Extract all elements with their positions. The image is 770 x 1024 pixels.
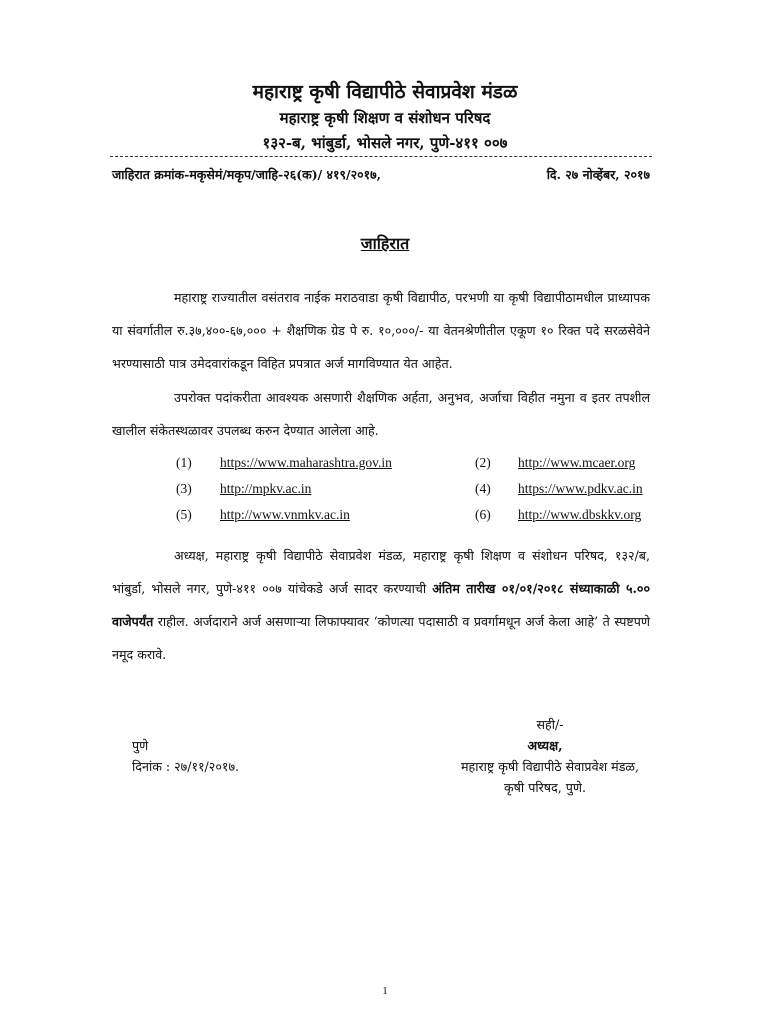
paragraph-submission	[112, 539, 650, 671]
website-link[interactable]: http://www.mcaer.org	[518, 455, 636, 470]
list-number: (6)	[475, 507, 491, 522]
list-number: (5)	[176, 507, 192, 522]
website-link[interactable]: https://www.maharashtra.gov.in	[220, 455, 392, 470]
reference-date: दि. २७ नोव्हेंबर, २०१७	[546, 167, 650, 182]
list-number: (4)	[475, 481, 491, 496]
signature-place: कृषी परिषद, पुणे.	[503, 780, 587, 795]
org-address: १३२-ब, भांबुर्डा, भोसले नगर, पुणे-४११ ००७	[262, 134, 508, 152]
paragraph-details: उपरोक्त पदांकरीता आवश्यक असणारी शैक्षणिक अर्हता, अनुभव, अर्जाचा विहीत नमुना व इतर तपशील खालील संकेतस्थळावर उपलब्ध करुन देण्यात आलेला आहे.	[112, 390, 650, 438]
website-row	[0, 481, 770, 505]
org-name: महाराष्ट्र कृषी विद्यापीठे सेवाप्रवेश मंडळ	[252, 81, 518, 103]
notice-title	[0, 232, 770, 254]
submission-text-end: राहील. अर्जदाराने अर्ज असणाऱ्या लिफाफ्यावर ‘कोणत्या पदासाठी व प्रवर्गामधून अर्ज केला आहे’ ते स्पष्टपणे नमूद करावे.	[112, 614, 650, 662]
issue-date: दिनांक : २७/११/२०१७.	[132, 759, 240, 774]
website-link[interactable]: http://mpkv.ac.in	[220, 481, 312, 496]
list-number: (3)	[176, 481, 192, 496]
list-number: (2)	[475, 455, 491, 470]
notice-title-text: जाहिरात	[360, 234, 410, 253]
signature-org: महाराष्ट्र कृषी विद्यापीठे सेवाप्रवेश मंडळ,	[460, 759, 640, 774]
signature-signed: सही/-	[536, 717, 564, 732]
website-link[interactable]: https://www.pdkv.ac.in	[518, 481, 643, 496]
website-link[interactable]: http://www.dbskkv.org	[518, 507, 642, 522]
website-link[interactable]: http://www.vnmkv.ac.in	[220, 507, 350, 522]
deadline-text: अंतिम तारीख ०१/०१/२०१८ संध्याकाळी ५.०० वाजेपर्यंत	[112, 581, 650, 629]
submission-text: अध्यक्ष, महाराष्ट्र कृषी विद्यापीठे सेवाप्रवेश मंडळ, महाराष्ट्र कृषी शिक्षण व संशोधन परिषद, १३२/ब, भांबुर्डा, भोसले नगर, पुणे-४११ ००७ यांचेकडे अर्ज सादर करण्याची	[112, 548, 650, 596]
page-number: 1	[382, 985, 388, 997]
signature-designation: अध्यक्ष,	[527, 738, 563, 753]
website-row	[0, 507, 770, 531]
dashed-divider	[110, 156, 652, 157]
paragraph-vacancy: महाराष्ट्र राज्यातील वसंतराव नाईक मराठवाडा कृषी विद्यापीठ, परभणी या कृषी विद्यापीठामधील प्राध्यापक या संवर्गातील रु.३७,४००-६७,००० + शैक्षणिक ग्रेड पे रु. १०,०००/- या वेतनश्रेणीतील एकूण १० रिक्त पदे सरळसेवेने भरण्यासाठी पात्र उमेदवारांकडून विहित प्रपत्रात अर्ज मागविण्यात येत आहेत.	[112, 290, 650, 371]
reference-number: जाहिरात क्रमांक-मकृसेमं/मकृप/जाहि-२६(क)/ ४१९/२०१७,	[112, 167, 381, 182]
list-number: (1)	[176, 455, 192, 470]
issue-place: पुणे	[132, 738, 149, 753]
website-row	[0, 455, 770, 479]
council-name: महाराष्ट्र कृषी शिक्षण व संशोधन परिषद	[279, 109, 491, 127]
